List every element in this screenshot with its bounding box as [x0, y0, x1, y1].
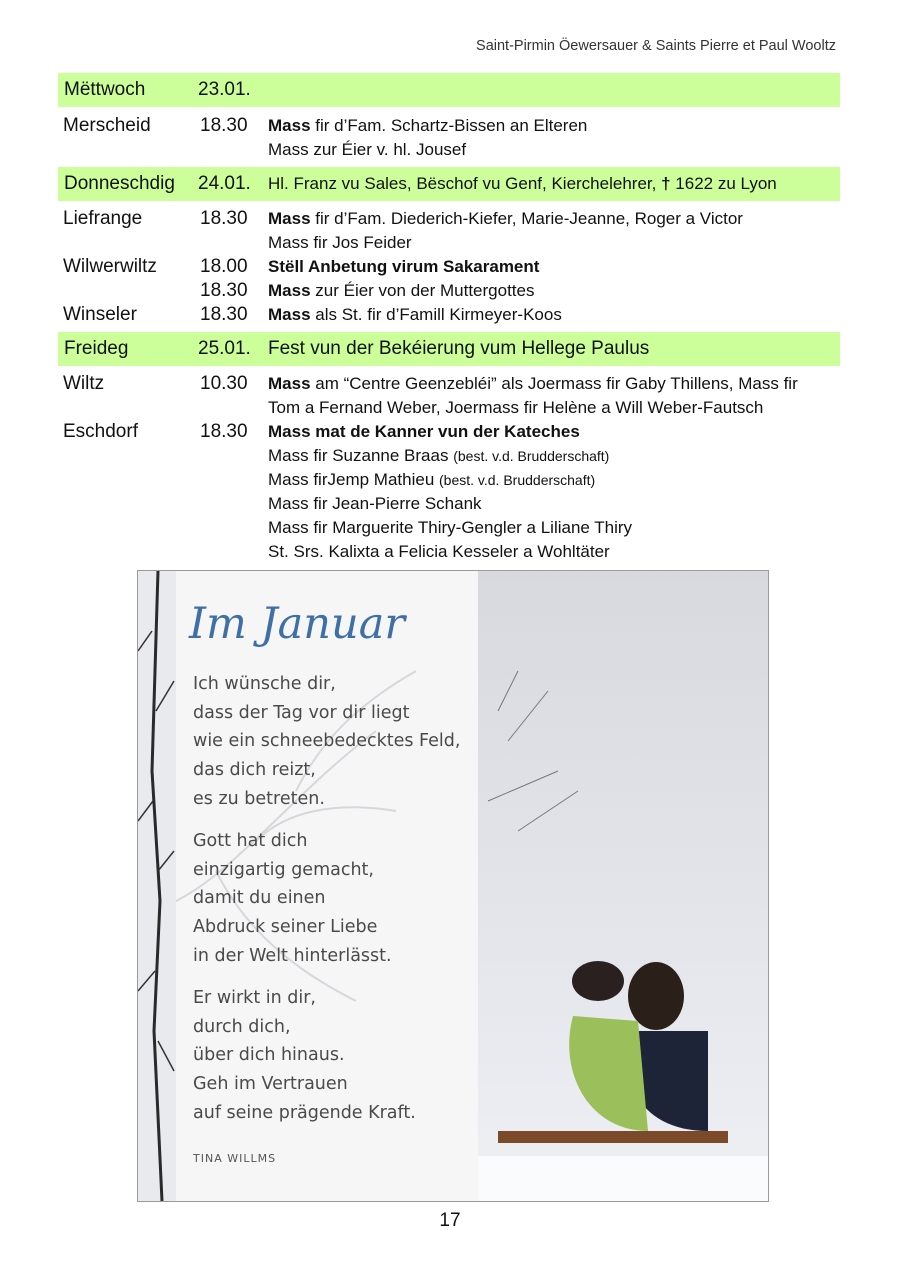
mass-text: zur Éier von der Muttergottes: [315, 281, 535, 300]
poem-author: TINA WILLMS: [193, 1152, 277, 1165]
poster-title: Im Januar: [189, 599, 405, 649]
day-date: 24.01.: [198, 173, 251, 194]
mass-time: 18.30: [200, 421, 248, 442]
tree-decoration: [138, 571, 176, 1201]
mass-text: fir d’Fam. Schartz-Bissen an Elteren: [315, 116, 588, 135]
mass-line: St. Srs. Kalixta a Felicia Kesseler a Wohltäter: [268, 542, 610, 561]
poem-stanza: Gott hat dich einzigartig gemacht, damit du einen Abdruck seiner Liebe in der Welt hinterlässt.: [193, 831, 392, 966]
mass-text: am “Centre Geenzebléi” als Joermass fir Gaby Thillens, Mass fir: [315, 374, 798, 393]
day-description: Fest vun der Bekéierung vum Hellege Paulus: [268, 338, 650, 359]
mass-time: 18.30: [200, 280, 248, 301]
mass-line: Mass zur Éier v. hl. Jousef: [268, 140, 467, 159]
mass-time: 10.30: [200, 373, 248, 394]
day-date: 25.01.: [198, 338, 251, 359]
day-header-mettwoch: [58, 73, 840, 107]
mass-line: Mass fir Marguerite Thiry-Gengler a Liliane Thiry: [268, 518, 633, 537]
mass-time: 18.30: [200, 115, 248, 136]
mass-line: Mass fir Jean-Pierre Schank: [268, 494, 482, 513]
mass-label: Mass mat de Kanner vun der Kateches: [268, 422, 580, 441]
page-header: Saint-Pirmin Öewersauer & Saints Pierre et Paul Wooltz: [476, 38, 836, 54]
place-name: Liefrange: [63, 208, 143, 229]
mass-line: [268, 116, 587, 136]
cross-icon: †: [661, 174, 671, 193]
mass-time: 18.30: [200, 208, 248, 229]
mass-label: Mass: [268, 281, 311, 300]
mass-line: [268, 209, 743, 229]
snow-ground: [478, 1156, 768, 1201]
mass-label: Mass: [268, 374, 311, 393]
mass-line: [268, 422, 580, 442]
day-header-freideg: [58, 332, 840, 366]
day-name: Mëttwoch: [64, 79, 146, 100]
place-name: Eschdorf: [63, 421, 138, 442]
poem-poster: [137, 570, 769, 1202]
mass-time: 18.30: [200, 304, 248, 325]
mass-label: Stëll Anbetung virum Sakarament: [268, 257, 540, 276]
mass-line: Tom a Fernand Weber, Joermass fir Helène a Will Weber-Fautsch: [268, 398, 764, 417]
day-date: 23.01.: [198, 79, 251, 100]
mass-text: als St. fir d’Famill Kirmeyer-Koos: [315, 305, 562, 324]
poem-stanza: Er wirkt in dir, durch dich, über dich hinaus. Geh im Vertrauen auf seine prägende Kraft.: [193, 988, 416, 1123]
mass-line: Mass firJemp Mathieu (best. v.d. Brudderschaft): [268, 470, 596, 489]
mass-line: Mass fir Suzanne Braas (best. v.d. Brudderschaft): [268, 446, 610, 465]
place-name: Merscheid: [63, 115, 151, 136]
mass-time: 18.00: [200, 256, 248, 277]
day-description: Hl. Franz vu Sales, Bëschof vu Genf, Kierchelehrer, † 1622 zu Lyon: [268, 174, 777, 193]
mass-label: Mass: [268, 116, 311, 135]
page-number: 17: [439, 1210, 461, 1231]
mass-line: [268, 305, 562, 325]
place-name: Wiltz: [63, 373, 105, 394]
mass-line: [268, 257, 539, 277]
mass-text: fir d’Fam. Diederich-Kiefer, Marie-Jeanne, Roger a Victor: [315, 209, 743, 228]
day-name: Donneschdig: [64, 173, 175, 194]
mass-line: Mass fir Jos Feider: [268, 233, 412, 252]
day-header-donneschdig: [58, 167, 840, 201]
poem-stanza: Ich wünsche dir, dass der Tag vor dir liegt wie ein schneebedecktes Feld, das dich reizt, es zu betreten.: [193, 674, 461, 809]
mass-line: [268, 281, 534, 301]
place-name: Winseler: [63, 304, 137, 325]
mass-label: Mass: [268, 209, 311, 228]
mass-label: Mass: [268, 305, 311, 324]
day-name: Freideg: [64, 338, 129, 359]
place-name: Wilwerwiltz: [63, 256, 157, 277]
sledding-children-photo: [478, 571, 768, 1201]
mass-line: [268, 374, 798, 394]
